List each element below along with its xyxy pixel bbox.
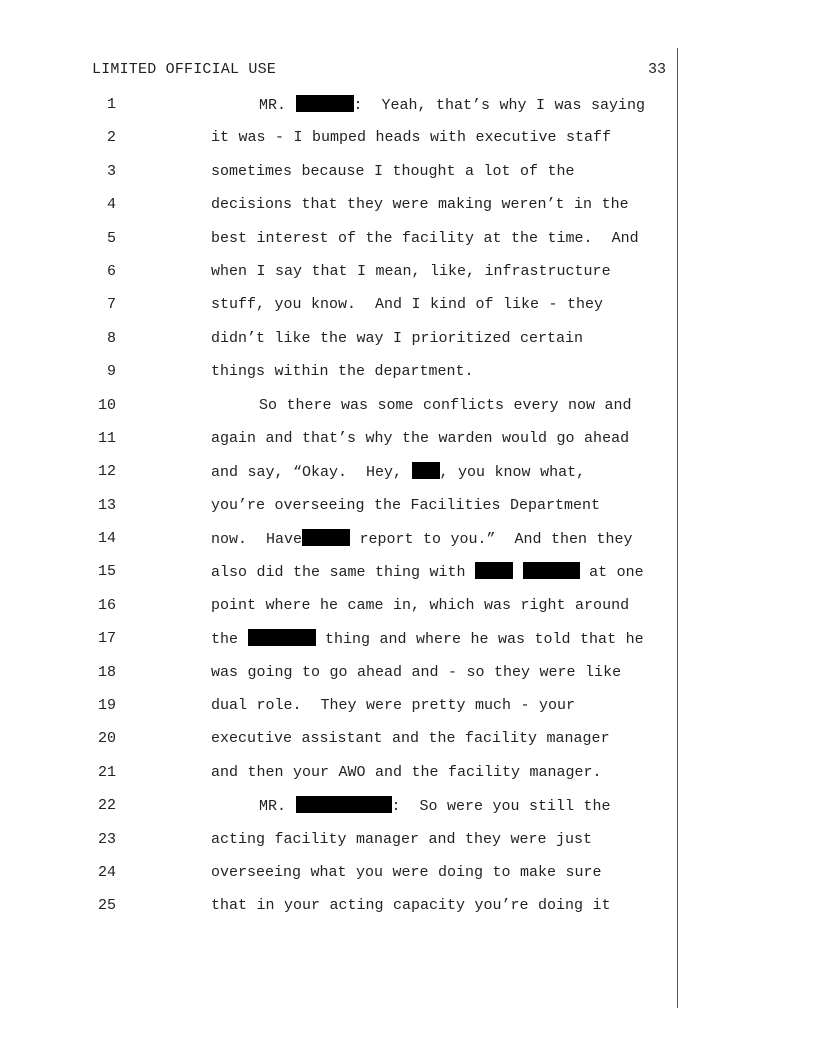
line-text-segment	[513, 564, 523, 581]
line-text	[211, 562, 644, 583]
line-text: stuff, you know. And I kind of like - they	[211, 296, 604, 314]
line-number: 7	[106, 296, 116, 314]
line-number: 19	[97, 697, 116, 715]
line-number: 6	[106, 262, 116, 280]
line-number: 25	[97, 897, 116, 915]
line-number: 10	[97, 396, 116, 414]
transcript-line	[0, 494, 816, 527]
line-number: 13	[97, 496, 116, 514]
transcript-line	[0, 761, 816, 794]
line-number: 24	[97, 863, 116, 881]
redaction-block	[296, 796, 392, 813]
transcript-line	[0, 460, 816, 493]
line-number: 16	[97, 596, 116, 614]
line-number: 23	[97, 830, 116, 848]
line-text-segment: : Yeah, that’s why I was saying	[353, 97, 646, 114]
line-text-segment: report to you.” And then they	[350, 531, 633, 549]
line-text: best interest of the facility at the time. And	[211, 229, 639, 247]
line-text-segment: : So were you still the	[391, 798, 611, 816]
line-number: 9	[106, 363, 116, 381]
line-text-segment: thing and where he was told that he	[315, 631, 644, 649]
line-text: again and that’s why the warden would go ahead	[211, 429, 630, 447]
line-text-segment: and say, “Okay. Hey,	[211, 464, 412, 482]
redaction-block	[412, 462, 440, 479]
transcript-line	[0, 360, 816, 393]
transcript-line	[0, 160, 816, 193]
line-text	[211, 529, 633, 550]
line-text: things within the department.	[211, 363, 474, 381]
redaction-block	[302, 529, 350, 546]
line-number: 22	[97, 797, 116, 815]
line-number: 15	[97, 563, 116, 581]
transcript-line	[0, 861, 816, 894]
transcript-line	[0, 260, 816, 293]
line-text-segment: now. Have	[211, 531, 303, 549]
line-text: decisions that they were making weren’t in the	[211, 196, 629, 214]
transcript-line	[0, 126, 816, 159]
transcript-line	[0, 594, 816, 627]
redaction-block	[523, 562, 580, 579]
transcript-line	[0, 661, 816, 694]
transcript-lines	[0, 93, 816, 928]
line-text: and then your AWO and the facility manager.	[211, 763, 602, 781]
line-text	[259, 796, 611, 817]
line-text-segment: MR.	[259, 798, 296, 816]
line-number: 5	[106, 229, 116, 247]
transcript-line	[0, 627, 816, 660]
line-number: 1	[106, 96, 116, 113]
line-text: you’re overseeing the Facilities Department	[211, 496, 601, 514]
line-number: 8	[106, 329, 116, 347]
line-number: 3	[106, 162, 116, 180]
redaction-block	[296, 95, 354, 112]
line-text-segment: also did the same thing with	[211, 564, 476, 582]
line-number: 12	[97, 463, 116, 481]
redaction-block	[248, 629, 316, 646]
line-text: that in your acting capacity you’re doing it	[211, 897, 611, 915]
line-text-segment: at one	[579, 564, 644, 582]
redaction-block	[475, 562, 513, 579]
line-text: sometimes because I thought a lot of the	[211, 162, 575, 180]
transcript-line	[0, 828, 816, 861]
transcript-line	[0, 227, 816, 260]
transcript-line	[0, 193, 816, 226]
line-number: 20	[97, 730, 116, 748]
line-number: 17	[97, 630, 116, 648]
line-text: executive assistant and the facility manager	[211, 730, 610, 748]
line-number: 14	[97, 530, 116, 548]
transcript-line	[0, 560, 816, 593]
line-text: So there was some conflicts every now and	[259, 396, 632, 414]
line-number: 2	[106, 129, 116, 147]
line-text: when I say that I mean, like, infrastructure	[211, 262, 611, 280]
line-text: acting facility manager and they were just	[211, 830, 593, 848]
line-text	[211, 462, 585, 483]
line-text: didn’t like the way I prioritized certain	[211, 329, 584, 347]
transcript-line	[0, 327, 816, 360]
transcript-line	[0, 293, 816, 326]
line-number: 21	[97, 763, 116, 781]
line-text-segment: MR.	[259, 97, 296, 114]
line-text	[211, 629, 644, 650]
line-text: point where he came in, which was right around	[211, 596, 630, 614]
line-text	[259, 95, 645, 116]
line-text: dual role. They were pretty much - your	[211, 697, 576, 715]
transcript-line	[0, 93, 816, 126]
line-number: 4	[106, 196, 116, 214]
line-text-segment: , you know what,	[439, 464, 586, 482]
transcript-line	[0, 394, 816, 427]
transcript-line	[0, 727, 816, 760]
page-number: 33	[647, 61, 666, 78]
line-text: was going to go ahead and - so they were like	[211, 663, 622, 681]
line-number: 11	[97, 429, 116, 447]
transcript-line	[0, 527, 816, 560]
transcript-line	[0, 794, 816, 827]
transcript-line	[0, 694, 816, 727]
classification-header: LIMITED OFFICIAL USE	[92, 61, 277, 78]
line-text: it was - I bumped heads with executive staff	[211, 129, 612, 147]
line-number: 18	[97, 663, 116, 681]
line-text-segment: the	[211, 631, 248, 649]
line-text: overseeing what you were doing to make sure	[211, 863, 602, 881]
transcript-line	[0, 894, 816, 927]
transcript-line	[0, 427, 816, 460]
